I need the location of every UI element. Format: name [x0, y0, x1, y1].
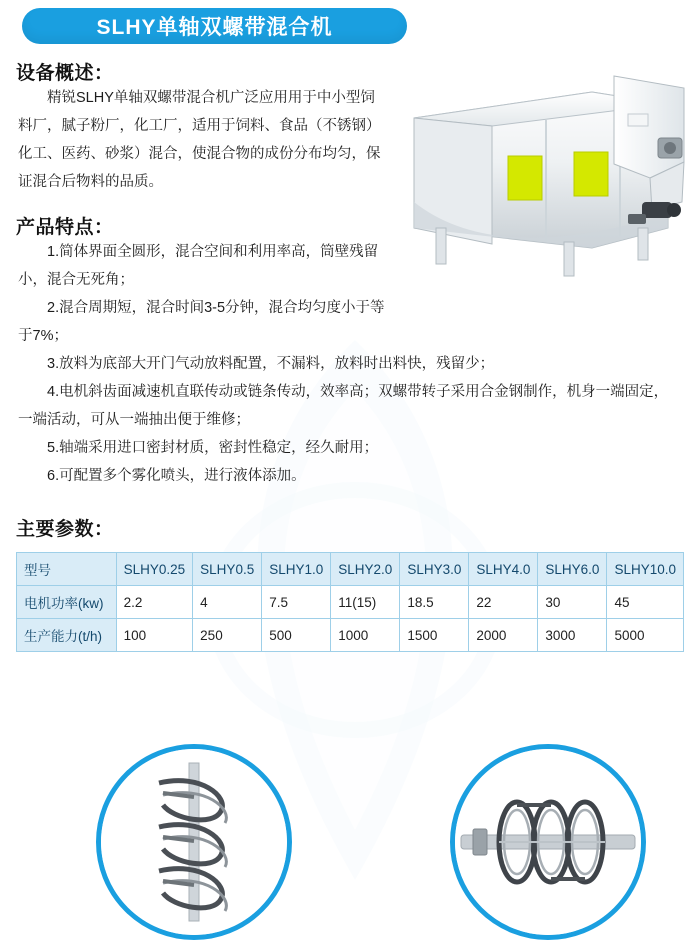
ribbon-agitator-detail-image	[96, 744, 292, 940]
table-row-power	[17, 586, 684, 619]
capacity-cell: 2000	[469, 619, 538, 652]
feature-item: 1.简体界面全圆形，混合空间和利用率高，筒壁残留小，混合无死角；	[18, 244, 379, 288]
capacity-cell: 1500	[400, 619, 469, 652]
row-label-model: 型号	[17, 553, 117, 586]
parameters-table	[16, 552, 684, 652]
feature-item: 3.放料为底部大开门气动放料配置，不漏料，放料时出料快，残留少；	[47, 356, 495, 372]
parameters-table-wrap	[16, 552, 684, 652]
feature-item: 5.轴端采用进口密封材质，密封性稳定，经久耐用；	[47, 440, 379, 456]
capacity-cell: 100	[116, 619, 193, 652]
model-cell: SLHY3.0	[400, 553, 469, 586]
row-label-power: 电机功率(kw)	[17, 586, 117, 619]
capacity-cell: 3000	[538, 619, 607, 652]
capacity-cell: 250	[193, 619, 262, 652]
power-cell: 18.5	[400, 586, 469, 619]
power-cell: 2.2	[116, 586, 193, 619]
page-title: SLHY单轴双螺带混合机	[22, 8, 407, 44]
overview-heading: 设备概述：	[16, 63, 114, 84]
power-cell: 22	[469, 586, 538, 619]
capacity-cell: 500	[262, 619, 331, 652]
screw-shaft-detail-image	[450, 744, 646, 940]
feature-item: 6.可配置多个雾化喷头，进行液体添加。	[47, 468, 306, 484]
features-heading: 产品特点：	[16, 217, 114, 238]
power-cell: 30	[538, 586, 607, 619]
power-cell: 7.5	[262, 586, 331, 619]
feature-item: 2.混合周期短，混合时间3-5分钟，混合均匀度小于等于7%；	[18, 300, 385, 344]
model-cell: SLHY10.0	[607, 553, 684, 586]
model-cell: SLHY1.0	[262, 553, 331, 586]
overview-text: 精锐SLHY单轴双螺带混合机广泛应用用于中小型饲料厂，腻子粉厂，化工厂，适用于饲料、食品（不锈钢）化工、医药、砂浆）混合，使混合物的成份分布均匀，保证混合后物料的品质。	[18, 90, 381, 190]
model-cell: SLHY0.25	[116, 553, 193, 586]
model-cell: SLHY2.0	[331, 553, 400, 586]
model-cell: SLHY0.5	[193, 553, 262, 586]
power-cell: 11(15)	[331, 586, 400, 619]
table-row-header	[17, 553, 684, 586]
model-cell: SLHY4.0	[469, 553, 538, 586]
capacity-cell: 1000	[331, 619, 400, 652]
row-label-capacity: 生产能力(t/h)	[17, 619, 117, 652]
parameters-heading: 主要参数：	[16, 519, 114, 540]
features-list	[18, 238, 678, 490]
capacity-cell: 5000	[607, 619, 684, 652]
feature-item: 4.电机斜齿面减速机直联传动或链条传动，效率高；双螺带转子采用合金钢制作，机身一端固定，一端活动，可从一端抽出便于维修；	[18, 384, 669, 428]
model-cell: SLHY6.0	[538, 553, 607, 586]
power-cell: 4	[193, 586, 262, 619]
power-cell: 45	[607, 586, 684, 619]
detail-images	[0, 740, 700, 940]
table-row-capacity	[17, 619, 684, 652]
